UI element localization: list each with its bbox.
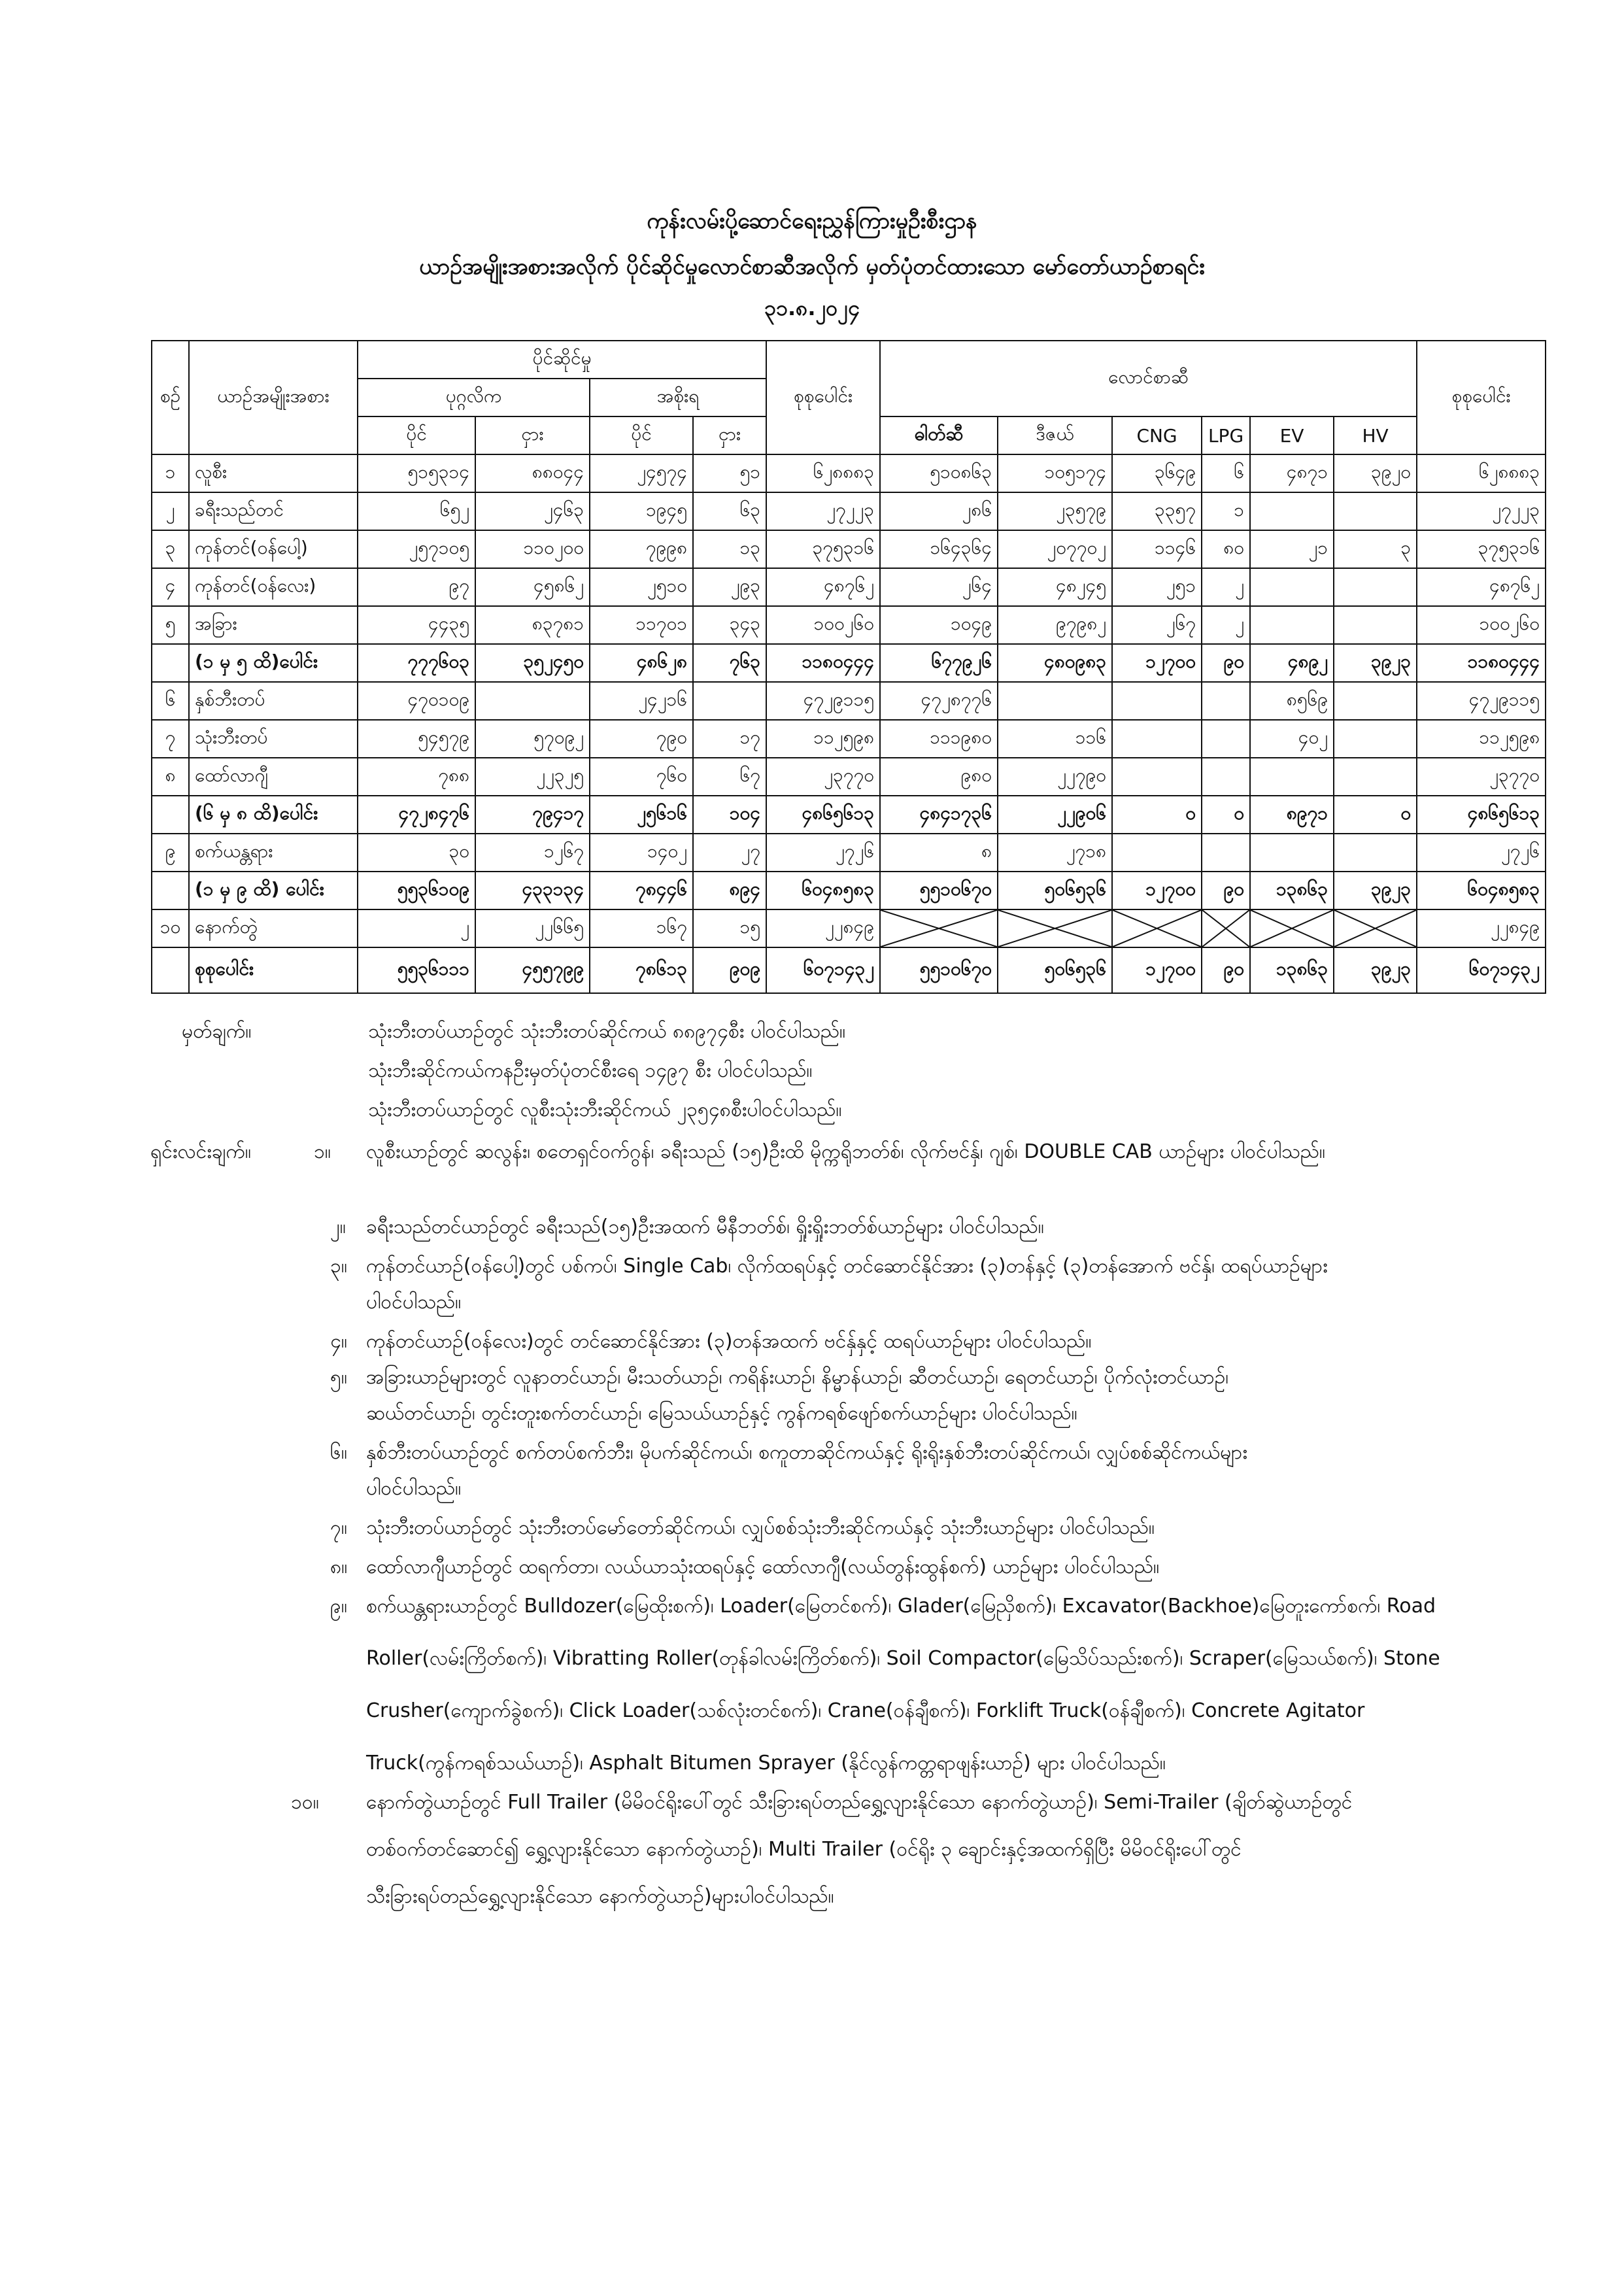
cell-total: ၂၂၈၄၉: [766, 909, 880, 947]
cell-g-lease: ၂၇: [693, 834, 766, 872]
explanation-number: ၂။: [330, 1215, 346, 1238]
cell-ev: ၁၃၈၆၃: [1250, 947, 1334, 993]
cell-g-lease: [693, 682, 766, 720]
cell-no: ၂: [152, 492, 189, 530]
header-hv: HV: [1334, 416, 1417, 454]
header-lpg: LPG: [1202, 416, 1250, 454]
cell-total: ၁၀၀၂၆၀: [766, 606, 880, 644]
cell-g-lease: ၅၁: [693, 454, 766, 492]
table-row: [152, 606, 1546, 644]
report-date: ၃၁.၈.၂၀၂၄: [764, 296, 860, 320]
cell-petrol: ၅၅၁၀၆၇၀: [880, 872, 998, 909]
cell-total-fuel: ၆၀၇၁၄၃၂: [1417, 947, 1546, 993]
cell-cng: ၁၂၇၀၀: [1112, 947, 1202, 993]
cell-total: ၄၇၂၉၁၁၅: [766, 682, 880, 720]
explanation-line: ပါဝင်ပါသည်။: [366, 1477, 462, 1500]
cell-no: ၆: [152, 682, 189, 720]
cell-hv: [1334, 834, 1417, 872]
cell-p-own: ၂: [358, 909, 475, 947]
cell-p-own: ၄၇၀၁၀၉: [358, 682, 475, 720]
cell-g-own: ၁၁၇၀၁: [590, 606, 693, 644]
cell-hv: [1334, 492, 1417, 530]
table-body: [152, 454, 1546, 993]
header-total: စုစုပေါင်း: [766, 341, 880, 454]
cell-total-fuel: ၂၃၇၇၀: [1417, 758, 1546, 796]
table-row: [152, 872, 1546, 909]
cell-p-own: ၄၇၂၈၄၇၆: [358, 796, 475, 834]
cell-diesel: ၅၀၆၅၃၆: [998, 947, 1112, 993]
cell-no: ၈: [152, 758, 189, 796]
cell-diesel: ၄၈၂၄၅: [998, 568, 1112, 606]
cell-g-lease: ၁၅: [693, 909, 766, 947]
explanation-number: ၅။: [330, 1366, 347, 1389]
explanation-line: ဆယ်တင်ယာဉ်၊ တွင်းတူးစက်တင်ယာဉ်၊ မြေသယ်ယာဉ်နှင့် ကွန်ကရစ်ဖျော်စက်ယာဉ်များ ပါဝင်ပါသည်။: [366, 1402, 1077, 1425]
cell-hv: [1334, 568, 1417, 606]
cell-g-lease: ၈၉၄: [693, 872, 766, 909]
crossed-out-cell: [1202, 909, 1250, 947]
table-row: [152, 568, 1546, 606]
cell-no: ၄: [152, 568, 189, 606]
header-ev: EV: [1250, 416, 1334, 454]
cell-ev: ၄၀၂: [1250, 720, 1334, 758]
explanation-line: ပါဝင်ပါသည်။: [366, 1291, 462, 1314]
cell-cng: [1112, 720, 1202, 758]
explanation-number: ၄။: [330, 1330, 347, 1353]
table-row: [152, 947, 1546, 993]
cell-petrol: ၁၁၁၉၈၀: [880, 720, 998, 758]
cell-ev: [1250, 568, 1334, 606]
cell-vehicle-type: (၁ မှ ၉ ထိ) ပေါင်း: [189, 872, 358, 909]
cell-total: ၄၈၆၅၆၁၃: [766, 796, 880, 834]
cell-g-lease: ၂၉၃: [693, 568, 766, 606]
table-row: [152, 682, 1546, 720]
header-government: အစိုးရ: [590, 379, 766, 416]
explanation-line: Crusher(ကျောက်ခွဲစက်)၊ Click Loader(သစ်လုံးတင်စက်)၊ Crane(ဝန်ချီစက်)၊ Forklift Truck(ဝန်ချီစက်)၊ Concrete Agitator: [366, 1699, 1365, 1722]
cell-petrol: ၅၅၁၀၆၇၀: [880, 947, 998, 993]
cell-hv: ၃: [1334, 530, 1417, 568]
cell-p-lease: ၇၉၄၁၇: [475, 796, 590, 834]
cell-total-fuel: ၆၀၄၈၅၈၃: [1417, 872, 1546, 909]
crossed-out-cell: [1112, 909, 1202, 947]
cell-g-own: ၂၄၅၇၄: [590, 454, 693, 492]
cell-no: [152, 872, 189, 909]
explanation-line: နှစ်ဘီးတပ်ယာဉ်တွင် စက်တပ်စက်ဘီး၊ မိုပက်ဆိုင်ကယ်၊ စကူတာဆိုင်ကယ်နှင့် ရိုးရိုးနှစ်ဘီးတပ်ဆိုင်ကယ်၊ လျှပ်စစ်ဆိုင်ကယ်များ: [366, 1441, 1247, 1464]
cell-p-lease: ၅၇၀၉၂: [475, 720, 590, 758]
cell-no: ၉: [152, 834, 189, 872]
explanation-number: ၉။: [330, 1595, 347, 1618]
cell-total-fuel: ၂၇၂၂၃: [1417, 492, 1546, 530]
cell-no: [152, 947, 189, 993]
cell-hv: [1334, 682, 1417, 720]
cell-lpg: ၁: [1202, 492, 1250, 530]
cell-total: ၁၁၂၅၉၈: [766, 720, 880, 758]
explanation-number: ၃။: [330, 1255, 347, 1278]
cell-total: ၁၁၈၀၄၄၄: [766, 644, 880, 682]
cell-diesel: ၁၁၆: [998, 720, 1112, 758]
cell-total-fuel: ၁၀၀၂၆၀: [1417, 606, 1546, 644]
header-govt-lease: ငှား: [693, 416, 766, 454]
cell-vehicle-type: လူစီး: [189, 454, 358, 492]
cell-p-own: ၅၄၅၇၉: [358, 720, 475, 758]
explanation-number: ၁၀။: [291, 1791, 319, 1814]
cell-hv: ၃၉၂၃: [1334, 644, 1417, 682]
cell-ev: [1250, 834, 1334, 872]
cell-lpg: ၉၀: [1202, 644, 1250, 682]
cell-no: [152, 644, 189, 682]
explanation-line: လူစီးယာဉ်တွင် ဆလွန်း၊ စတေရှင်ဝက်ဂွန်၊ ခရီးသည် (၁၅)ဦးထိ မိုက္ကရိုဘတ်စ်၊ လိုက်ဗင်နှ်၊ ဂျစ်၊ DOUBLE CAB ယာဉ်များ ပါဝင်ပါသည်။: [366, 1140, 1325, 1163]
cell-p-lease: ၄၃၃၁၃၄: [475, 872, 590, 909]
cell-total: ၂၇၂၂၃: [766, 492, 880, 530]
cell-p-lease: ၂၄၆၃: [475, 492, 590, 530]
explanation-number: ၆။: [330, 1441, 347, 1464]
crossed-out-cell: [1250, 909, 1334, 947]
cell-petrol: ၂၈၆: [880, 492, 998, 530]
cell-g-lease: ၁၃: [693, 530, 766, 568]
cell-ev: [1250, 606, 1334, 644]
cell-ev: [1250, 758, 1334, 796]
cell-total: ၆၂၈၈၈၃: [766, 454, 880, 492]
cell-g-lease: ၆၇: [693, 758, 766, 796]
cell-g-lease: ၁၀၄: [693, 796, 766, 834]
table-row: [152, 758, 1546, 796]
cell-diesel: ၂၀၇၇၀၂: [998, 530, 1112, 568]
cell-total: ၂၇၂၆: [766, 834, 880, 872]
cell-total-fuel: ၄၈၇၆၂: [1417, 568, 1546, 606]
table-row: [152, 834, 1546, 872]
cell-total: ၆၀၇၁၄၃၂: [766, 947, 880, 993]
vehicle-registration-table: [151, 340, 1546, 994]
cell-cng: [1112, 682, 1202, 720]
cell-p-lease: ၈၈၀၄၄: [475, 454, 590, 492]
table-row: [152, 909, 1546, 947]
cell-g-lease: ၉၀၉: [693, 947, 766, 993]
cell-ev: ၁၃၈၆၃: [1250, 872, 1334, 909]
cell-p-own: ၅၅၃၆၁၁၁: [358, 947, 475, 993]
header-no: စဉ်: [152, 341, 189, 454]
cell-petrol: ၆၇၇၉၂၆: [880, 644, 998, 682]
table-row: [152, 454, 1546, 492]
table-row: [152, 796, 1546, 834]
cell-lpg: [1202, 758, 1250, 796]
note-line: သုံးဘီးဆိုင်ကယ်ကနဦးမှတ်ပုံတင်စီးရေ ၁၄၉၇ စီး ပါဝင်ပါသည်။: [368, 1059, 813, 1082]
cell-total-fuel: ၁၁၈၀၄၄၄: [1417, 644, 1546, 682]
cell-g-own: ၂၄၂၁၆: [590, 682, 693, 720]
cell-diesel: ၄၈၀၉၈၃: [998, 644, 1112, 682]
cell-lpg: [1202, 682, 1250, 720]
cell-p-lease: ၈၃၇၈၁: [475, 606, 590, 644]
cell-g-own: ၇၉၉၈: [590, 530, 693, 568]
header-petrol: ဓါတ်ဆီ: [880, 416, 998, 454]
cell-no: ၅: [152, 606, 189, 644]
cell-p-own: ၇၇၇၆၀၃: [358, 644, 475, 682]
cell-p-own: ၉၇: [358, 568, 475, 606]
cell-g-own: ၄၈၆၂၈: [590, 644, 693, 682]
header-fuel: လောင်စာဆီ: [880, 341, 1417, 416]
cell-hv: ၃၉၂၃: [1334, 947, 1417, 993]
report-title: ယာဉ်အမျိုးအစားအလိုက် ပိုင်ဆိုင်မှုလောင်စာဆီအလိုက် မှတ်ပုံတင်ထားသော မော်တော်ယာဉ်စာရင်း: [419, 254, 1205, 280]
cell-hv: [1334, 606, 1417, 644]
header-diesel: ဒီဇယ်: [998, 416, 1112, 454]
cell-no: ၁: [152, 454, 189, 492]
cell-p-lease: ၄၅၈၆၂: [475, 568, 590, 606]
explanation-line: ကုန်တင်ယာဉ်(ဝန်ပေါ့)တွင် ပစ်ကပ်၊ Single Cab၊ လိုက်ထရပ်နှင့် တင်ဆောင်နိုင်အား (၃)တန်နှင့် (၃)တန်အောက် ဗင်နှ်၊ ထရပ်ယာဉ်များ: [366, 1255, 1328, 1278]
explanation-line: နောက်တွဲယာဉ်တွင် Full Trailer (မိမိဝင်ရိုးပေါ်တွင် သီးခြားရပ်တည်ရွှေ့လျားနိုင်သော နောက်တွဲယာဉ်)၊ Semi-Trailer (ချိတ်ဆွဲယာဉ်တွင်: [366, 1791, 1353, 1814]
cell-vehicle-type: စက်ယန္တရား: [189, 834, 358, 872]
cell-ev: ၂၁: [1250, 530, 1334, 568]
cell-p-lease: ၂၂၃၂၅: [475, 758, 590, 796]
cell-p-lease: ၁၁၀၂၀၀: [475, 530, 590, 568]
cell-cng: [1112, 758, 1202, 796]
cell-g-own: ၁၉၄၅: [590, 492, 693, 530]
header-cng: CNG: [1112, 416, 1202, 454]
crossed-out-cell: [998, 909, 1112, 947]
note-line: သုံးဘီးတပ်ယာဉ်တွင် သုံးဘီးတပ်ဆိုင်ကယ် ၈၈၉၇၄စီး ပါဝင်ပါသည်။: [368, 1020, 846, 1043]
cell-total-fuel: ၆၂၈၈၈၃: [1417, 454, 1546, 492]
table-row: [152, 492, 1546, 530]
cell-lpg: ၂: [1202, 568, 1250, 606]
cell-p-lease: ၄၅၅၇၉၉: [475, 947, 590, 993]
cell-diesel: ၂၂၉၀၆: [998, 796, 1112, 834]
cell-p-lease: ၁၂၆၇: [475, 834, 590, 872]
cell-p-own: ၂၅၇၁၀၅: [358, 530, 475, 568]
cell-vehicle-type: ကုန်တင်(ဝန်လေး): [189, 568, 358, 606]
cell-g-own: ၂၅၆၁၆: [590, 796, 693, 834]
cell-diesel: ၁၀၅၁၇၄: [998, 454, 1112, 492]
header-total-fuel: စုစုပေါင်း: [1417, 341, 1546, 454]
cell-vehicle-type: သုံးဘီးတပ်: [189, 720, 358, 758]
cell-no: ၁၀: [152, 909, 189, 947]
cell-ev: [1250, 492, 1334, 530]
cell-total-fuel: ၂၂၈၄၉: [1417, 909, 1546, 947]
cell-cng: ၀: [1112, 796, 1202, 834]
cell-cng: ၁၂၇၀၀: [1112, 872, 1202, 909]
cell-petrol: ၈: [880, 834, 998, 872]
crossed-out-cell: [880, 909, 998, 947]
cell-vehicle-type: ထော်လာဂျီ: [189, 758, 358, 796]
cell-g-own: ၇၆၀: [590, 758, 693, 796]
cell-g-lease: ၃၄၃: [693, 606, 766, 644]
cell-cng: [1112, 834, 1202, 872]
explanation-line: အခြားယာဉ်များတွင် လူနာတင်ယာဉ်၊ မီးသတ်ယာဉ်၊ ကရိန်းယာဉ်၊ နိမ္မာန်ယာဉ်၊ ဆီတင်ယာဉ်၊ ရေတင်ယာဉ်၊ ပိုက်လုံးတင်ယာဉ်၊: [366, 1366, 1229, 1389]
cell-lpg: ၉၀: [1202, 872, 1250, 909]
cell-hv: [1334, 758, 1417, 796]
header-govt-own: ပိုင်: [590, 416, 693, 454]
cell-p-lease: [475, 682, 590, 720]
cell-vehicle-type: (၆ မှ ၈ ထိ)ပေါင်း: [189, 796, 358, 834]
cell-ev: ၄၈၇၁: [1250, 454, 1334, 492]
cell-cng: ၂၅၁: [1112, 568, 1202, 606]
cell-total: ၃၇၅၃၁၆: [766, 530, 880, 568]
cell-vehicle-type: စုစုပေါင်း: [189, 947, 358, 993]
explanations-label: ရှင်းလင်းချက်။: [150, 1140, 251, 1163]
cell-cng: ၃၃၅၇: [1112, 492, 1202, 530]
explanation-line: သီးခြားရပ်တည်ရွှေ့လျားနိုင်သော နောက်တွဲယာဉ်)များပါဝင်ပါသည်။: [366, 1885, 834, 1908]
cell-lpg: ၉၀: [1202, 947, 1250, 993]
cell-g-own: ၂၅၁၀: [590, 568, 693, 606]
explanation-line: ကုန်တင်ယာဉ်(ဝန်လေး)တွင် တင်ဆောင်နိုင်အား (၃)တန်အထက် ဗင်နှ်နှင့် ထရပ်ယာဉ်များ ပါဝင်ပါသည်။: [366, 1330, 1092, 1353]
cell-g-own: ၁၆၇: [590, 909, 693, 947]
cell-petrol: ၁၆၄၃၆၄: [880, 530, 998, 568]
cell-petrol: ၁၀၄၉: [880, 606, 998, 644]
cell-g-own: ၁၄၀၂: [590, 834, 693, 872]
cell-total: ၆၀၄၈၅၈၃: [766, 872, 880, 909]
cell-cng: ၂၆၇: [1112, 606, 1202, 644]
cell-p-lease: ၃၅၂၄၅၀: [475, 644, 590, 682]
cell-vehicle-type: ကုန်တင်(ဝန်ပေါ့): [189, 530, 358, 568]
explanation-number: ၁။: [314, 1140, 331, 1163]
cell-petrol: ၄၈၄၁၇၃၆: [880, 796, 998, 834]
cell-no: [152, 796, 189, 834]
cell-lpg: [1202, 720, 1250, 758]
header-private-own: ပိုင်: [358, 416, 475, 454]
cell-vehicle-type: ခရီးသည်တင်: [189, 492, 358, 530]
cell-petrol: ၄၇၂၈၇၇၆: [880, 682, 998, 720]
header-private: ပုဂ္ဂလိက: [358, 379, 590, 416]
cell-vehicle-type: နောက်တွဲ: [189, 909, 358, 947]
explanation-number: ၇။: [330, 1516, 347, 1539]
cell-p-own: ၅၅၃၆၁၀၉: [358, 872, 475, 909]
cell-lpg: ၂: [1202, 606, 1250, 644]
cell-diesel: [998, 682, 1112, 720]
explanations-section: [150, 1139, 1464, 1924]
cell-p-own: ၆၅၂: [358, 492, 475, 530]
cell-cng: ၃၆၄၉: [1112, 454, 1202, 492]
note-line: သုံးဘီးတပ်ယာဉ်တွင် လူစီးသုံးဘီးဆိုင်ကယ် ၂၃၅၄၈စီးပါဝင်ပါသည်။: [368, 1098, 842, 1121]
cell-vehicle-type: အခြား: [189, 606, 358, 644]
cell-lpg: ၆: [1202, 454, 1250, 492]
cell-hv: [1334, 720, 1417, 758]
table-row: [152, 720, 1546, 758]
cell-lpg: ၈၀: [1202, 530, 1250, 568]
explanation-line: ထော်လာဂျီယာဉ်တွင် ထရက်တာ၊ လယ်ယာသုံးထရပ်နှင့် ထော်လာဂျီ(လယ်တွန်းထွန်စက်) ယာဉ်များ ပါဝင်ပါသည်။: [366, 1555, 1160, 1578]
cell-no: ၃: [152, 530, 189, 568]
cell-lpg: [1202, 834, 1250, 872]
header-private-lease: ငှား: [475, 416, 590, 454]
explanation-line: တစ်ဝက်တင်ဆောင်၍ ရွှေ့လျားနိုင်သော နောက်တွဲယာဉ်)၊ Multi Trailer (ဝင်ရိုး ၃ ချောင်းနှင့်အထက်ရှိပြီး မိမိဝင်ရိုးပေါ်တွင်: [366, 1838, 1242, 1861]
table-row: [152, 530, 1546, 568]
explanation-line: စက်ယန္တရားယာဉ်တွင် Bulldozer(မြေထိုးစက်)၊ Loader(မြေတင်စက်)၊ Glader(မြေညှိစက်)၊ Excavator(Backhoe)မြေတူးကော်စက်၊ Road: [366, 1595, 1436, 1618]
cell-total-fuel: ၃၇၅၃၁၆: [1417, 530, 1546, 568]
cell-p-own: ၇၈၈: [358, 758, 475, 796]
table-row: [152, 644, 1546, 682]
cell-g-own: ၇၉၀: [590, 720, 693, 758]
header-ownership: ပိုင်ဆိုင်မှု: [358, 341, 766, 379]
cell-g-lease: ၇၆၃: [693, 644, 766, 682]
explanation-line: Truck(ကွန်ကရစ်သယ်ယာဉ်)၊ Asphalt Bitumen Sprayer (နိုင်လွန်ကတ္တရာဖျန်းယာဉ်) များ ပါဝင်ပါသည်။: [366, 1752, 1166, 1774]
cell-ev: ၈၉၇၁: [1250, 796, 1334, 834]
cell-p-own: ၄၄၃၅: [358, 606, 475, 644]
explanation-line: သုံးဘီးတပ်ယာဉ်တွင် သုံးဘီးတပ်မော်တော်ဆိုင်ကယ်၊ လျှပ်စစ်သုံးဘီးဆိုင်ကယ်နှင့် သုံးဘီးယာဉ်များ ပါဝင်ပါသည်။: [366, 1516, 1155, 1539]
cell-no: ၇: [152, 720, 189, 758]
cell-hv: ၀: [1334, 796, 1417, 834]
cell-ev: ၄၈၉၂: [1250, 644, 1334, 682]
cell-total-fuel: ၄၈၆၅၆၁၃: [1417, 796, 1546, 834]
cell-p-own: ၅၁၅၃၁၄: [358, 454, 475, 492]
cell-p-own: ၃၀: [358, 834, 475, 872]
cell-total-fuel: ၂၇၂၆: [1417, 834, 1546, 872]
cell-hv: ၃၉၂၃: [1334, 872, 1417, 909]
explanation-line: Roller(လမ်းကြိတ်စက်)၊ Vibratting Roller(တုန်ခါလမ်းကြိတ်စက်)၊ Soil Compactor(မြေသိပ်သည်းစက်)၊ Scraper(မြေသယ်စက်)၊ Stone: [366, 1647, 1440, 1670]
cell-diesel: ၅၀၆၅၃၆: [998, 872, 1112, 909]
cell-petrol: ၂၆၄: [880, 568, 998, 606]
cell-g-lease: ၁၇: [693, 720, 766, 758]
cell-petrol: ၅၁၀၈၆၃: [880, 454, 998, 492]
cell-cng: ၁၁၄၆: [1112, 530, 1202, 568]
cell-diesel: ၂၂၇၉၀: [998, 758, 1112, 796]
cell-total: ၄၈၇၆၂: [766, 568, 880, 606]
cell-total: ၂၃၇၇၀: [766, 758, 880, 796]
cell-g-lease: ၆၃: [693, 492, 766, 530]
explanation-number: ၈။: [330, 1555, 348, 1578]
office-title: ကုန်းလမ်းပို့ဆောင်ရေးညွှန်ကြားမှုဦးစီးဌာန: [647, 208, 977, 234]
cell-p-lease: ၂၂၆၆၅: [475, 909, 590, 947]
notes-label: မှတ်ချက်။: [182, 1020, 252, 1043]
header-vehicle-type: ယာဉ်အမျိုးအစား: [189, 341, 358, 454]
cell-diesel: ၂၃၅၇၉: [998, 492, 1112, 530]
cell-vehicle-type: နှစ်ဘီးတပ်: [189, 682, 358, 720]
crossed-out-cell: [1334, 909, 1417, 947]
cell-lpg: ၀: [1202, 796, 1250, 834]
cell-total-fuel: ၁၁၂၅၉၈: [1417, 720, 1546, 758]
cell-petrol: ၉၈၀: [880, 758, 998, 796]
cell-total-fuel: ၄၇၂၉၁၁၅: [1417, 682, 1546, 720]
cell-diesel: ၉၇၉၈၂: [998, 606, 1112, 644]
cell-diesel: ၂၇၁၈: [998, 834, 1112, 872]
cell-g-own: ၇၈၄၄၆: [590, 872, 693, 909]
cell-g-own: ၇၈၆၁၃: [590, 947, 693, 993]
explanation-line: ခရီးသည်တင်ယာဉ်တွင် ခရီးသည်(၁၅)ဦးအထက် မီနီဘတ်စ်၊ ရှိုးရှိုးဘတ်စ်ယာဉ်များ ပါဝင်ပါသည်။: [366, 1215, 1044, 1238]
cell-vehicle-type: (၁ မှ ၅ ထိ)ပေါင်း: [189, 644, 358, 682]
cell-cng: ၁၂၇၀၀: [1112, 644, 1202, 682]
cell-ev: ၈၅၆၉: [1250, 682, 1334, 720]
cell-hv: ၃၉၂၀: [1334, 454, 1417, 492]
